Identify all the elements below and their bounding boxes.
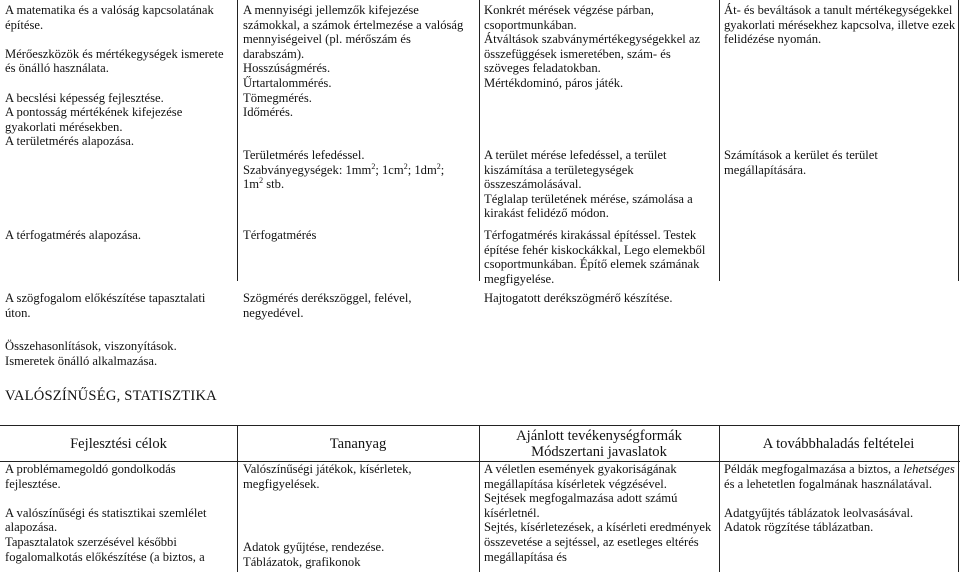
lower-table-divider-4: [958, 425, 959, 572]
superscript: 2: [436, 161, 441, 171]
upper-tail: [5, 339, 305, 368]
curriculum-line: Térfogatmérés: [243, 228, 317, 242]
curriculum-line: Űrtartalommérés.: [243, 75, 332, 90]
dev-goal-line: A szögfogalom előkészítése tapasztalati úton.: [5, 291, 206, 320]
dev-goal-line: A valószínűségi és statisztikai szemlélet alapozása.: [5, 505, 207, 535]
tail-line: Összehasonlítások, viszonyítások.: [5, 339, 177, 353]
upper-table-divider-5: [237, 227, 238, 281]
curriculum-line: Tömegmérés.: [243, 90, 312, 105]
lower-col4: [724, 462, 956, 535]
superscript: 2: [371, 161, 376, 171]
upper-row2-col1: [5, 228, 233, 243]
upper-row1-col3-area: [484, 148, 719, 221]
upper-row1-col2-area: [243, 148, 475, 192]
dev-goal-line: Mérőeszközök és mértékegységek ismerete és önálló használata.: [5, 46, 224, 76]
lower-col1: [5, 462, 233, 564]
curriculum-line: Területmérés lefedéssel.: [243, 148, 365, 162]
curriculum-line: Valószínűségi játékok, kísérletek, megfigyelések.: [243, 462, 412, 491]
tail-line: Ismeretek önálló alkalmazása.: [5, 353, 158, 368]
upper-table-divider-2: [479, 0, 480, 227]
units-text: stb.: [263, 177, 285, 192]
upper-table-divider-3: [719, 0, 720, 227]
upper-row1-col4: [724, 3, 956, 47]
activity-line: Hajtogatott derékszögmérő készítése.: [484, 291, 673, 305]
activity-line: Átváltások szabványmértékegységekkel az összefüggések ismeretében, szám- és szöveges feladatokban.: [484, 32, 701, 76]
upper-row1-col1: [5, 3, 233, 149]
units-line: [243, 163, 475, 178]
activity-line: A terület mérése lefedéssel, a terület kiszámítása a területegységek összeszámolásával.: [484, 148, 667, 192]
upper-row2-col2: [243, 228, 475, 243]
requirement-text: és a lehetetlen fogalmának használatával.: [724, 476, 933, 491]
upper-row2-col3: [484, 228, 719, 286]
upper-row3-col2: [243, 291, 475, 320]
curriculum-line: Táblázatok, grafikonok: [243, 554, 361, 569]
dev-goal-line: A térfogatmérés alapozása.: [5, 228, 142, 242]
curriculum-line: Adatok gyűjtése, rendezése.: [243, 540, 385, 554]
requirement-line: Át- és beváltások a tanult mértékegységekkel gyakorlati mérésekhez kapcsolva, illetve ezek felidézése nyomán.: [724, 3, 956, 47]
requirement-line: Számítások a kerület és terület megállapítására.: [724, 148, 878, 177]
upper-row3-col1: [5, 291, 233, 320]
upper-table-divider-1: [237, 0, 238, 227]
curriculum-line: Szögmérés derékszöggel, felével, negyedével.: [243, 291, 412, 320]
header-activities: [479, 426, 719, 462]
curriculum-line: Hosszúságmérés.: [243, 61, 331, 76]
lower-col3: [484, 462, 719, 564]
header-label: Tananyag: [329, 436, 387, 452]
upper-row3-col3: [484, 291, 719, 306]
upper-table-divider-6: [479, 227, 480, 281]
activity-line: Konkrét mérések végzése párban, csoportmunkában.: [484, 3, 654, 32]
upper-table-divider-4: [958, 0, 959, 227]
header-requirements: [719, 426, 958, 462]
lower-col2-data: [243, 540, 475, 569]
units-text: 1m: [243, 177, 260, 192]
upper-row1-col3: [484, 3, 719, 91]
requirement-line: Adatgyűjtés táblázatok leolvasásával.: [724, 505, 914, 520]
upper-row1-col4-area: [724, 148, 956, 177]
upper-row1-col2: [243, 3, 475, 120]
activity-line: Mértékdominó, páros játék.: [484, 75, 624, 90]
requirement-line: [724, 462, 956, 491]
units-text: ; 1dm: [407, 162, 437, 177]
activity-line: Térfogatmérés kirakással építéssel. Testek építése fehér kiskockákkal, Lego elemekből csoportmunkában. Építő elemek számának megfigyelése.: [484, 228, 706, 286]
activity-line: Téglalap területének mérése, számolása a kirakást felidéző módon.: [484, 191, 693, 221]
upper-table-divider-7: [719, 227, 720, 281]
header-curriculum: [237, 426, 479, 462]
requirement-text: Példák megfogalmazása a biztos, a: [724, 462, 904, 476]
dev-goal-line: A pontosság mértékének kifejezése gyakorlati mérésekben.: [5, 105, 183, 134]
activity-line: Sejtés, kísérletezések, a kísérleti eredmények összevetése a sejtéssel, az esetleges eltérés megállapítása és: [484, 520, 712, 564]
curriculum-line: Időmérés.: [243, 105, 294, 120]
dev-goal-line: A becslési képesség fejlesztése.: [5, 90, 164, 105]
activity-line: Sejtések megfogalmazása adott számú kísérletnél.: [484, 491, 678, 520]
activity-line: A véletlen események gyakoriságának megállapítása kísérletek végzésével.: [484, 462, 677, 491]
requirement-emphasis: lehetséges: [903, 462, 955, 476]
dev-goal-line: A területmérés alapozása.: [5, 134, 135, 149]
units-text: ; 1cm: [375, 162, 404, 177]
units-text: Szabványegységek: 1mm: [243, 162, 372, 177]
header-label: Ajánlott tevékenységformák: [516, 428, 682, 444]
header-dev-goals: [0, 426, 237, 462]
section-title: VALÓSZÍNŰSÉG, STATISZTIKA: [5, 388, 217, 404]
curriculum-line: A mennyiségi jellemzők kifejezése számokkal, a számok értelmezése a valóság mennyiségeivel (pl. mérőszám és darabszám).: [243, 3, 464, 61]
header-label: Fejlesztési célok: [70, 436, 167, 452]
lower-col2: [243, 462, 475, 491]
units-line: [243, 177, 475, 192]
units-text: ;: [440, 162, 445, 177]
superscript: 2: [403, 161, 408, 171]
requirement-line: Adatok rögzítése táblázatban.: [724, 520, 874, 535]
superscript: 2: [259, 176, 264, 185]
dev-goal-line: A matematika és a valóság kapcsolatának építése.: [5, 3, 214, 32]
dev-goal-line: Tapasztalatok szerzésével későbbi fogalomalkotás előkészítése (a biztos, a: [5, 534, 205, 564]
header-label: A továbbhaladás feltételei: [762, 436, 915, 452]
dev-goal-line: A problémamegoldó gondolkodás fejlesztése.: [5, 462, 176, 491]
upper-table-divider-8: [958, 227, 959, 281]
header-label: Módszertani javaslatok: [531, 444, 667, 460]
